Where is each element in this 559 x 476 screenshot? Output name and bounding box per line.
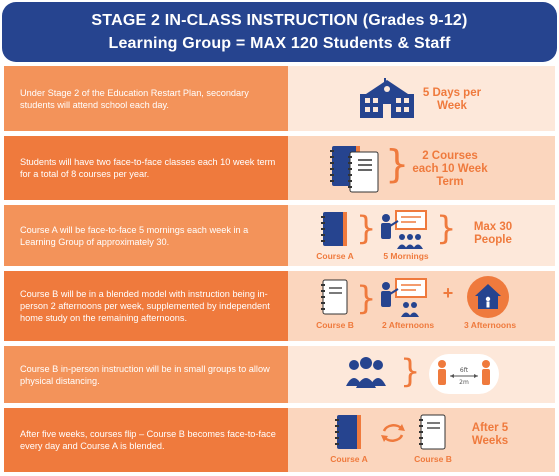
notebook-icon bbox=[320, 211, 350, 249]
caption-course-a: Course A bbox=[330, 454, 368, 464]
brace: } bbox=[356, 209, 377, 247]
row-course-a bbox=[4, 205, 555, 266]
notebook-icon bbox=[320, 279, 350, 317]
row-text: Course B will be in a blended model with instruction being in-person 2 afternoons per week, supplemented by independent home study on the remaining afternoons. bbox=[4, 271, 288, 341]
caption-5-mornings: 5 Mornings bbox=[383, 251, 429, 261]
svg-text:2m: 2m bbox=[459, 379, 469, 386]
notebook-icon bbox=[418, 414, 448, 452]
swap-icon bbox=[378, 420, 408, 446]
caption-2-afternoons: 2 Afternoons bbox=[381, 320, 435, 330]
highlight-5-days: 5 Days per Week bbox=[422, 87, 482, 112]
teacher-icon bbox=[376, 209, 432, 251]
brace: } bbox=[400, 352, 421, 390]
row-course-b bbox=[4, 271, 555, 341]
brace: } bbox=[436, 209, 457, 247]
plus-sign: + bbox=[442, 283, 454, 303]
row-text: Course B in-person instruction will be in small groups to allow physical distancing. bbox=[4, 346, 288, 403]
header-banner bbox=[2, 2, 557, 62]
notebook-icon bbox=[346, 150, 382, 196]
teacher-icon bbox=[376, 277, 432, 319]
group-icon bbox=[344, 356, 388, 390]
highlight-max-30: Max 30 People bbox=[473, 221, 513, 246]
row-text: After five weeks, courses flip – Course B becomes face-to-face every day and Course A is blended. bbox=[4, 408, 288, 472]
caption-course-b: Course B bbox=[414, 454, 452, 464]
home-icon bbox=[466, 275, 510, 319]
highlight-after-5-weeks: After 5 Weeks bbox=[471, 422, 509, 447]
row-course-flip bbox=[4, 408, 555, 472]
brace: } bbox=[356, 279, 377, 317]
distancing-icon bbox=[428, 352, 500, 396]
svg-text:6ft: 6ft bbox=[459, 367, 469, 374]
row-text: Course A will be face-to-face 5 mornings each week in a Learning Group of approximately 30. bbox=[4, 205, 288, 266]
brace: } bbox=[385, 142, 410, 186]
caption-course-b: Course B bbox=[316, 320, 354, 330]
school-icon bbox=[358, 78, 416, 120]
header-subtitle: Learning Group = MAX 120 Students & Staff bbox=[108, 35, 451, 52]
header-title: STAGE 2 IN-CLASS INSTRUCTION (Grades 9-12) bbox=[91, 12, 468, 29]
row-courses-per-term bbox=[4, 136, 555, 200]
row-small-groups bbox=[4, 346, 555, 403]
row-text: Students will have two face-to-face classes each 10 week term for a total of 8 courses per year. bbox=[4, 136, 288, 200]
caption-3-afternoons: 3 Afternoons bbox=[463, 320, 517, 330]
row-attendance bbox=[4, 66, 555, 131]
highlight-2-courses: 2 Courses each 10 Week Term bbox=[412, 150, 488, 188]
notebook-icon bbox=[334, 414, 364, 452]
row-text: Under Stage 2 of the Education Restart Plan, secondary students will attend school each day. bbox=[4, 66, 288, 131]
caption-course-a: Course A bbox=[316, 251, 354, 261]
